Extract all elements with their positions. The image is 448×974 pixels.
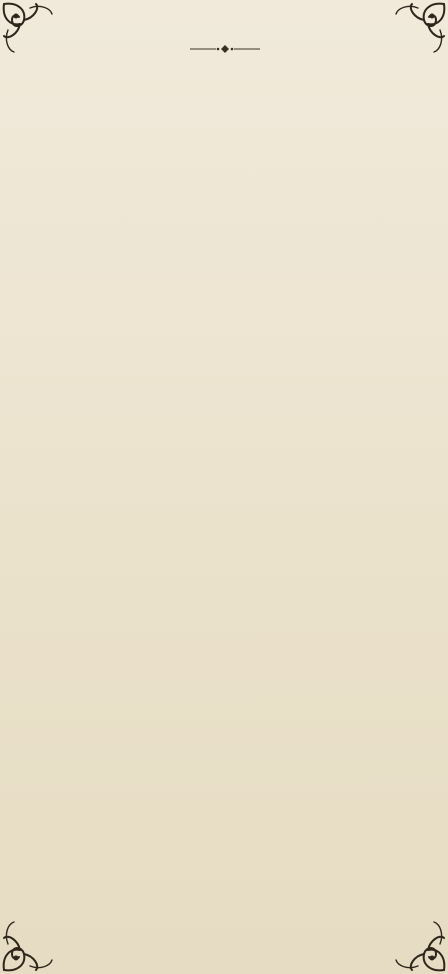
broadside-content (40, 38, 410, 938)
title-separator-rule (40, 44, 410, 54)
